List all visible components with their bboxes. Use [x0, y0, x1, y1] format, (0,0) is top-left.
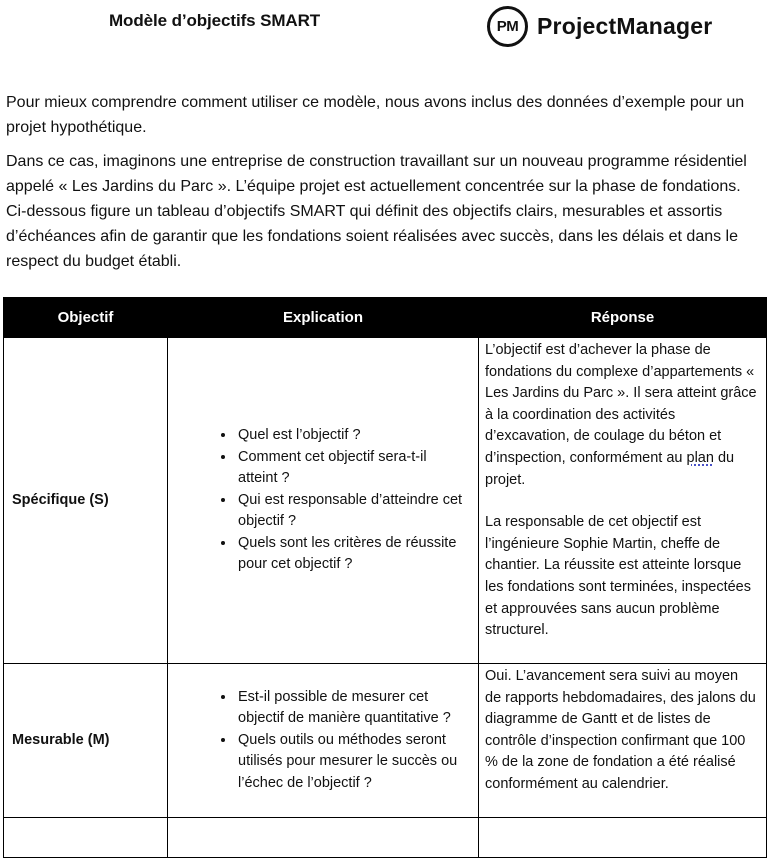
document-title: Modèle d’objectifs SMART	[109, 11, 321, 30]
header-reponse: Réponse	[479, 298, 767, 338]
document-header	[0, 0, 768, 58]
spellcheck-flagged-word[interactable]: plan	[686, 449, 714, 466]
explanation-cell	[168, 818, 479, 858]
explanation-list	[168, 687, 478, 795]
pm-logo-icon: PM	[487, 6, 528, 47]
explanation-cell	[168, 664, 479, 818]
explanation-cell	[168, 338, 479, 664]
response-cell	[479, 664, 767, 818]
response-text: du projet.	[485, 449, 735, 488]
explanation-item: • Comment cet objectif sera-t-il atteint ?	[236, 447, 468, 490]
smart-goals-table	[3, 297, 767, 858]
intro-text	[6, 90, 762, 283]
response-cell	[479, 818, 767, 858]
response-paragraph	[485, 340, 758, 491]
response-text: L’objectif est d’achever la phase de fondations du complexe d’appartements « Les Jardins du Parc ». Il sera atteint grâce à la coordination des activités d’excavation, de coulage du béton et d’inspection, conformément au	[485, 342, 757, 466]
intro-paragraph: Dans ce cas, imaginons une entreprise de construction travaillant sur un nouveau programme résidentiel appelé « Les Jardins du Parc ». L’équipe projet est actuellement concentrée sur la phase de fondations. Ci-dessous figure un tableau d’objectifs SMART qui définit des objectifs clairs, mesurables et assortis d’échéances afin de garantir que les fondations soient réalisées avec succès, dans les délais et dans le respect du budget établi.	[6, 153, 747, 270]
header-explication: Explication	[168, 298, 479, 338]
explanation-item: • Quels sont les critères de réussite pour cet objectif ?	[236, 533, 468, 576]
intro-paragraph: Pour mieux comprendre comment utiliser ce modèle, nous avons inclus des données d’exemple pour un projet hypothétique.	[6, 94, 745, 136]
explanation-item: • Quel est l’objectif ?	[236, 425, 468, 447]
projectmanager-logo	[487, 3, 712, 49]
objective-cell: Spécifique (S)	[4, 338, 168, 664]
response-paragraph: La responsable de cet objectif est l’ingénieure Sophie Martin, cheffe de chantier. La réussite est atteinte lorsque les fondations sont terminées, inspectées et approuvées sans aucun problème structurel.	[485, 514, 751, 639]
logo-wordmark: ProjectManager	[537, 12, 713, 39]
explanation-item: • Qui est responsable d’atteindre cet objectif ?	[236, 490, 468, 533]
explanation-item: • Quels outils ou méthodes seront utilisés pour mesurer le succès ou l’échec de l’objectif ?	[236, 730, 468, 795]
table-row-specifique	[4, 338, 767, 664]
explanation-item: • Est-il possible de mesurer cet objectif de manière quantitative ?	[236, 687, 468, 730]
table-header-row	[4, 298, 767, 338]
response-paragraph: Oui. L’avancement sera suivi au moyen de rapports hebdomadaires, des jalons du diagramme de Gantt et de listes de contrôle d’inspection confirmant que 100 % de la zone de fondation a été réalisé conformément au calendrier.	[485, 668, 756, 792]
objective-cell	[4, 818, 168, 858]
header-objectif: Objectif	[4, 298, 168, 338]
table-row-mesurable	[4, 664, 767, 818]
response-cell	[479, 338, 767, 664]
table-row-next	[4, 818, 767, 858]
explanation-list	[168, 425, 478, 576]
objective-cell: Mesurable (M)	[4, 664, 168, 818]
